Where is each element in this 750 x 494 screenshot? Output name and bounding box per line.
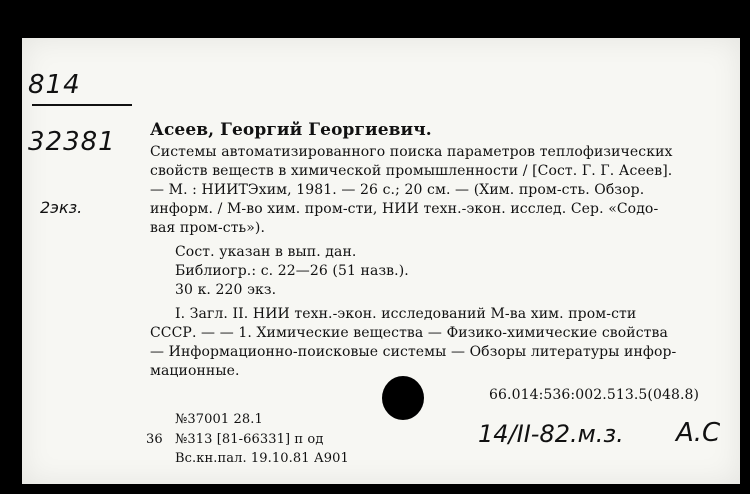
print-date: Вс.кн.пал. 19.10.81 А901 [175, 451, 349, 466]
print-batch: 36 [146, 432, 163, 447]
note-line: Библиогр.: с. 22—26 (51 назв.). [175, 263, 409, 279]
description-line: информ. / М-во хим. пром-сти, НИИ техн.-экон. исслед. Сер. «Содо- [150, 201, 659, 217]
print-order: №313 [81-66331] п од [175, 432, 324, 447]
handwritten-divider-line [32, 104, 132, 106]
tracing-line: СССР. — — 1. Химические вещества — Физико-химические свойства [150, 325, 668, 341]
tracing-line: I. Загл. II. НИИ техн.-экон. исследований М-ва хим. пром-сти [175, 306, 637, 322]
udc-code: 66.014:536:002.513.5(048.8) [489, 387, 700, 403]
note-line: Сост. указан в вып. дан. [175, 244, 357, 260]
handwritten-initials: А.С [676, 418, 721, 448]
handwritten-shelf-number: 814 [28, 70, 81, 100]
order-number: №37001 28.1 [175, 412, 263, 427]
description-line: — М. : НИИТЭхим, 1981. — 26 с.; 20 см. — (Хим. пром-сть. Обзор. [150, 182, 645, 198]
description-line: вая пром-сть»). [150, 220, 266, 236]
tracing-line: мационные. [150, 363, 240, 379]
handwritten-copies-note: 2экз. [40, 198, 83, 217]
author-heading: Асеев, Георгий Георгиевич. [150, 120, 432, 140]
handwritten-date-note: 14/II-82.м.з. [478, 420, 624, 448]
note-line: 30 к. 220 экз. [175, 282, 277, 298]
tracing-line: — Информационно-поисковые системы — Обзоры литературы инфор- [150, 344, 677, 360]
description-line: свойств веществ в химической промышленности / [Сост. Г. Г. Асеев]. [150, 163, 673, 179]
handwritten-accession-number: 32381 [28, 127, 116, 157]
punch-hole [382, 376, 424, 420]
description-line: Системы автоматизированного поиска параметров теплофизических [150, 144, 673, 160]
